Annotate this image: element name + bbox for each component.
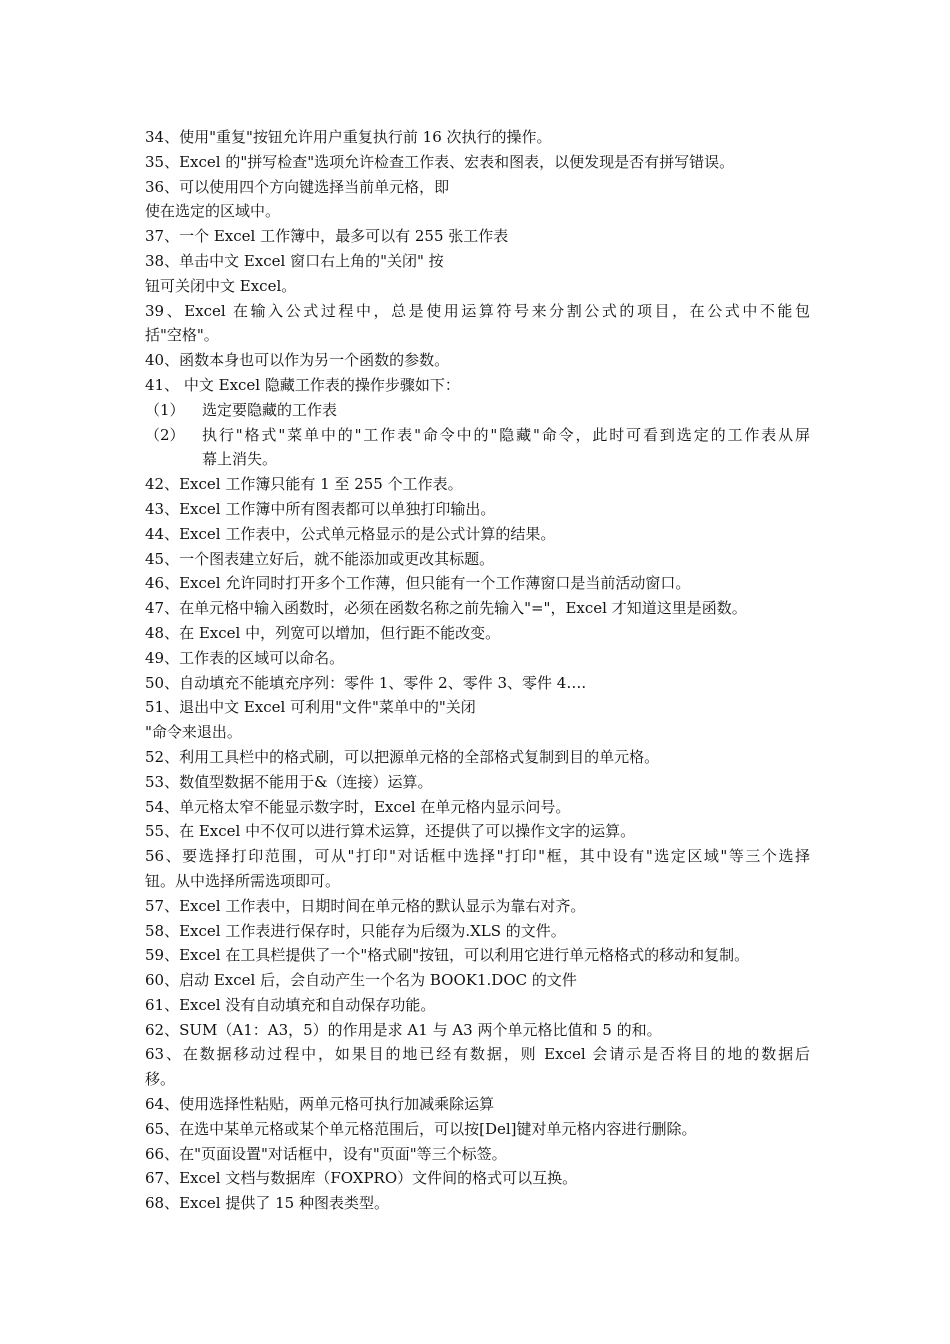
text-line: 47、在单元格中输入函数时，必须在函数名称之前先输入"="，Excel 才知道这里是函数。 bbox=[145, 599, 747, 618]
text-line: 64、使用选择性粘贴，两单元格可执行加减乘除运算 bbox=[145, 1095, 495, 1114]
text-line: 50、自动填充不能填充序列：零件 1、零件 2、零件 3、零件 4…. bbox=[145, 673, 587, 692]
step-item bbox=[145, 423, 810, 448]
text-line: 67、Excel 文档与数据库（FOXPRO）文件间的格式可以互换。 bbox=[145, 1169, 578, 1188]
text-line: 35、Excel 的"拼写检查"选项允许检查工作表、宏表和图表，以便发现是否有拼写错误。 bbox=[145, 152, 735, 171]
text-line: 钮可关闭中文 Excel。 bbox=[145, 276, 297, 295]
step-text: 执行"格式"菜单中的"工作表"命令中的"隐藏"命令，此时可看到选定的工作表从屏 bbox=[202, 425, 810, 444]
text-line: 40、函数本身也可以作为另一个函数的参数。 bbox=[145, 351, 450, 370]
text-line: 66、在"页面设置"对话框中，设有"页面"等三个标签。 bbox=[145, 1144, 507, 1163]
text-line: 63、在数据移动过程中，如果目的地已经有数据，则 Excel 会请示是否将目的地的数据后 bbox=[145, 1045, 810, 1064]
step-number: （2） bbox=[145, 425, 185, 444]
text-line: 52、利用工具栏中的格式刷，可以把源单元格的全部格式复制到目的单元格。 bbox=[145, 747, 660, 766]
text-line: 37、一个 Excel 工作簿中，最多可以有 255 张工作表 bbox=[145, 227, 509, 246]
text-line: 43、Excel 工作簿中所有图表都可以单独打印输出。 bbox=[145, 499, 496, 518]
text-line: 移。 bbox=[145, 1070, 176, 1089]
text-line: 53、数值型数据不能用于&（连接）运算。 bbox=[145, 772, 433, 791]
text-line: 55、在 Excel 中不仅可以进行算术运算，还提供了可以操作文字的运算。 bbox=[145, 822, 636, 841]
text-line: 42、Excel 工作簿只能有 1 至 255 个工作表。 bbox=[145, 475, 463, 494]
text-line: 65、在选中某单元格或某个单元格范围后，可以按[Del]键对单元格内容进行删除。 bbox=[145, 1119, 697, 1138]
text-line: 44、Excel 工作表中，公式单元格显示的是公式计算的结果。 bbox=[145, 524, 556, 543]
document-body bbox=[145, 125, 810, 1216]
text-line: "命令来退出。 bbox=[145, 723, 242, 742]
step-text: 选定要隐藏的工作表 bbox=[202, 400, 338, 419]
text-line: 46、Excel 允许同时打开多个工作薄，但只能有一个工作薄窗口是当前活动窗口。 bbox=[145, 574, 691, 593]
text-line: 51、退出中文 Excel 可利用"文件"菜单中的"关闭 bbox=[145, 698, 476, 717]
text-line: 39、Excel 在输入公式过程中，总是使用运算符号来分割公式的项目，在公式中不能包 bbox=[145, 301, 810, 320]
text-line: 45、一个图表建立好后，就不能添加或更改其标题。 bbox=[145, 549, 495, 568]
text-line: 使在选定的区域中。 bbox=[145, 202, 281, 221]
text-line: 56、要选择打印范围，可从"打印"对话框中选择"打印"框，其中设有"选定区域"等三个选择 bbox=[145, 847, 810, 866]
text-line: 41、 中文 Excel 隐藏工作表的操作步骤如下： bbox=[145, 375, 460, 394]
text-line: 38、单击中文 Excel 窗口右上角的"关闭" 按 bbox=[145, 251, 444, 270]
step-item bbox=[145, 398, 810, 423]
text-line: 48、在 Excel 中，列宽可以增加，但行距不能改变。 bbox=[145, 623, 501, 642]
step-text-continued: 幕上消失。 bbox=[202, 450, 278, 469]
text-line: 60、启动 Excel 后，会自动产生一个名为 BOOK1.DOC 的文件 bbox=[145, 971, 577, 990]
text-line: 68、Excel 提供了 15 种图表类型。 bbox=[145, 1194, 389, 1213]
text-line: 34、使用"重复"按钮允许用户重复执行前 16 次执行的操作。 bbox=[145, 128, 552, 146]
step-number: （1） bbox=[145, 400, 185, 419]
text-line: 61、Excel 没有自动填充和自动保存功能。 bbox=[145, 995, 436, 1014]
text-line: 54、单元格太窄不能显示数字时，Excel 在单元格内显示问号。 bbox=[145, 797, 571, 816]
text-line: 58、Excel 工作表进行保存时，只能存为后缀为.XLS 的文件。 bbox=[145, 921, 566, 940]
text-line: 59、Excel 在工具栏提供了一个"格式刷"按钮，可以利用它进行单元格格式的移动和复制。 bbox=[145, 946, 750, 965]
text-line: 钮。从中选择所需选项即可。 bbox=[145, 871, 341, 890]
text-line: 62、SUM（A1：A3，5）的作用是求 A1 与 A3 两个单元格比值和 5 的和。 bbox=[145, 1020, 662, 1039]
text-line: 57、Excel 工作表中，日期时间在单元格的默认显示为靠右对齐。 bbox=[145, 896, 586, 915]
text-line: 括"空格"。 bbox=[145, 326, 219, 345]
text-line: 49、工作表的区域可以命名。 bbox=[145, 648, 345, 667]
text-line: 36、可以使用四个方向键选择当前单元格，即 bbox=[145, 177, 450, 196]
